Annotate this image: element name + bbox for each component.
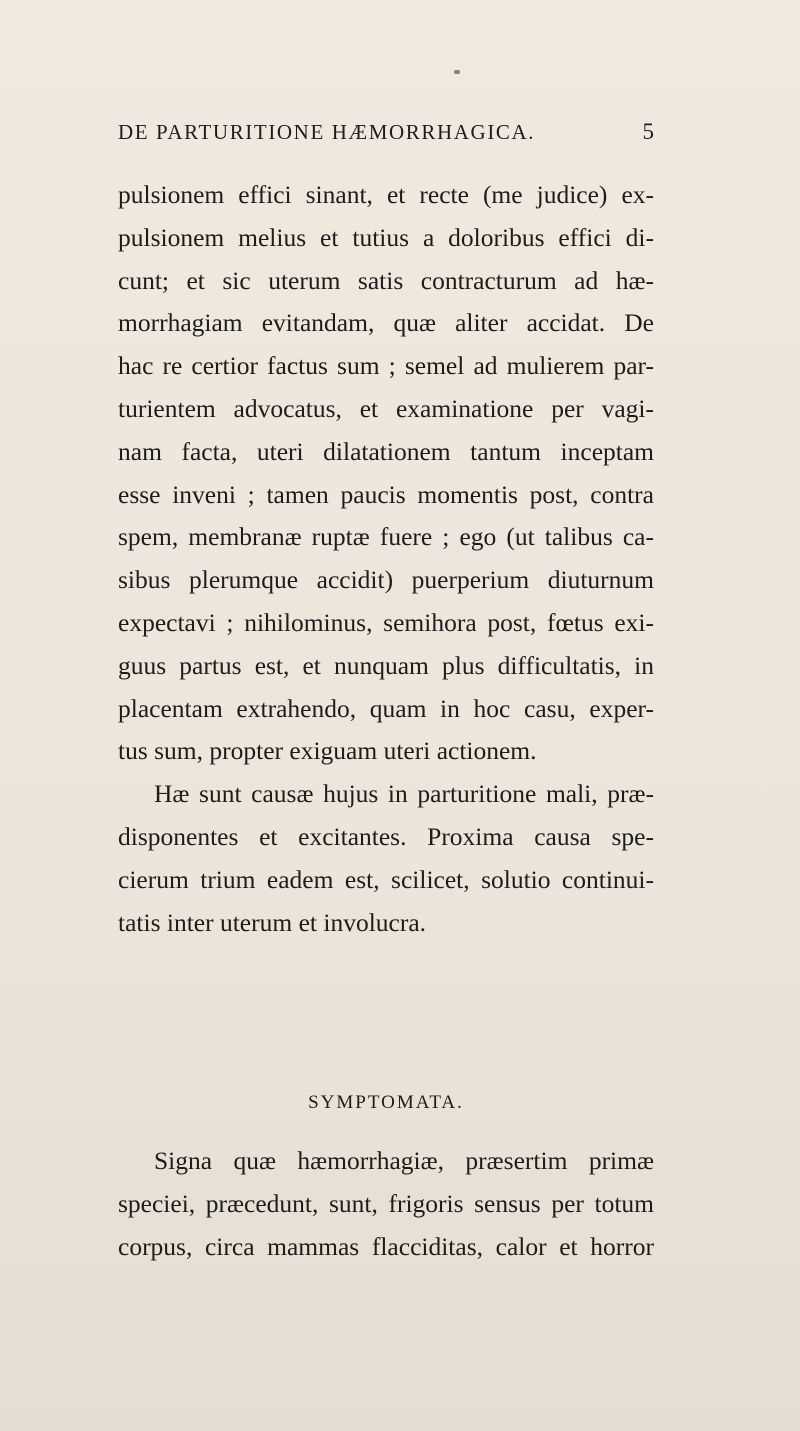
text-line: Signa quæ hæmorrhagiæ, præsertim primæ — [154, 1146, 654, 1175]
text-line: cierum trium eadem est, scilicet, solutio continui- — [118, 864, 654, 894]
text-line: expectavi ; nihilominus, semihora post, fœtus exi- — [118, 607, 654, 637]
page-header — [118, 116, 654, 148]
text-line: pulsionem effici sinant, et recte (me judice) ex- — [118, 180, 654, 209]
text-line: turientem advocatus, et examinatione per vagi- — [118, 393, 654, 423]
section-heading: SYMPTOMATA. — [308, 1092, 464, 1113]
text-line: esse inveni ; tamen paucis momentis post, contra — [118, 479, 654, 509]
text-line: corpus, circa mammas flacciditas, calor et horror — [118, 1231, 654, 1261]
text-line: cunt; et sic uterum satis contracturum ad hæ- — [118, 265, 654, 295]
symptomata-text — [118, 1140, 654, 1268]
text-line: disponentes et excitantes. Proxima causa spe- — [118, 821, 654, 851]
text-line: tus sum, propter exiguam uteri actionem. — [118, 736, 537, 766]
main-text — [118, 174, 654, 944]
text-line: tatis inter uterum et involucra. — [118, 907, 427, 937]
text-line: guus partus est, et nunquam plus difficultatis, in — [118, 650, 654, 680]
ink-speck — [454, 70, 460, 74]
text-line: spem, membranæ ruptæ fuere ; ego (ut talibus ca- — [118, 522, 654, 552]
text-line: nam facta, uteri dilatationem tantum inceptam — [118, 436, 654, 466]
text-line: hac re certior factus sum ; semel ad mulierem par- — [118, 351, 654, 381]
text-line: pulsionem melius et tutius a doloribus effici di- — [118, 222, 654, 252]
text-line: Hæ sunt causæ hujus in parturitione mali, præ- — [154, 779, 654, 809]
text-line: speciei, præcedunt, sunt, frigoris sensus per totum — [118, 1188, 654, 1218]
text-line: morrhagiam evitandam, quæ aliter accidat. De — [118, 308, 654, 338]
running-head: DE PARTURITIONE HÆMORRHAGICA. — [118, 120, 536, 144]
page-number: 5 — [642, 119, 654, 144]
text-line: placentam extrahendo, quam in hoc casu, exper- — [118, 693, 654, 723]
text-line: sibus plerumque accidit) puerperium diuturnum — [118, 565, 654, 595]
